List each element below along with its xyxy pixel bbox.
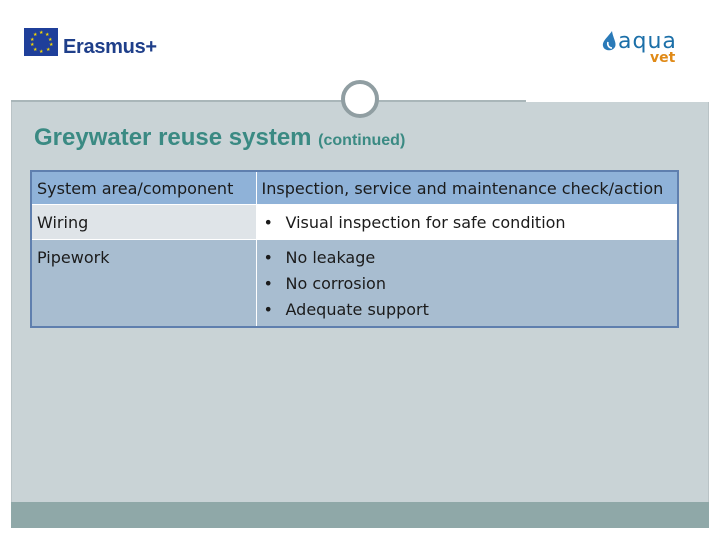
footer-band: [11, 502, 709, 528]
list-item: • Visual inspection for safe condition: [262, 210, 673, 236]
erasmus-logo-text: Erasmus+: [63, 36, 157, 58]
maintenance-table: [30, 170, 679, 328]
checks-cell: [256, 240, 678, 328]
list-item: • No leakage: [262, 245, 673, 271]
checks-list: [262, 210, 673, 236]
header-check-action: Inspection, service and maintenance check/action: [256, 171, 678, 205]
component-cell: Wiring: [31, 205, 256, 240]
checks-list: [262, 245, 673, 323]
list-item: • Adequate support: [262, 297, 673, 323]
table-row: [31, 240, 678, 328]
list-item: • No corrosion: [262, 271, 673, 297]
header-component: System area/component: [31, 171, 256, 205]
aqua-logo-text: aqua: [618, 29, 677, 54]
eu-flag-icon: ★ ★ ★ ★ ★ ★ ★ ★ ★ ★: [24, 28, 58, 56]
title-main: Greywater reuse system: [34, 124, 312, 151]
checks-cell: [256, 205, 678, 240]
vet-logo-text: vet: [650, 50, 676, 66]
slide-title: [34, 124, 405, 152]
title-subtitle: (continued): [318, 132, 406, 149]
table-row: [31, 205, 678, 240]
aquavet-logo: [600, 28, 692, 70]
table-header-row: [31, 171, 678, 205]
circle-ornament: [341, 80, 379, 118]
header-divider: [11, 100, 526, 102]
component-cell: Pipework: [31, 240, 256, 328]
